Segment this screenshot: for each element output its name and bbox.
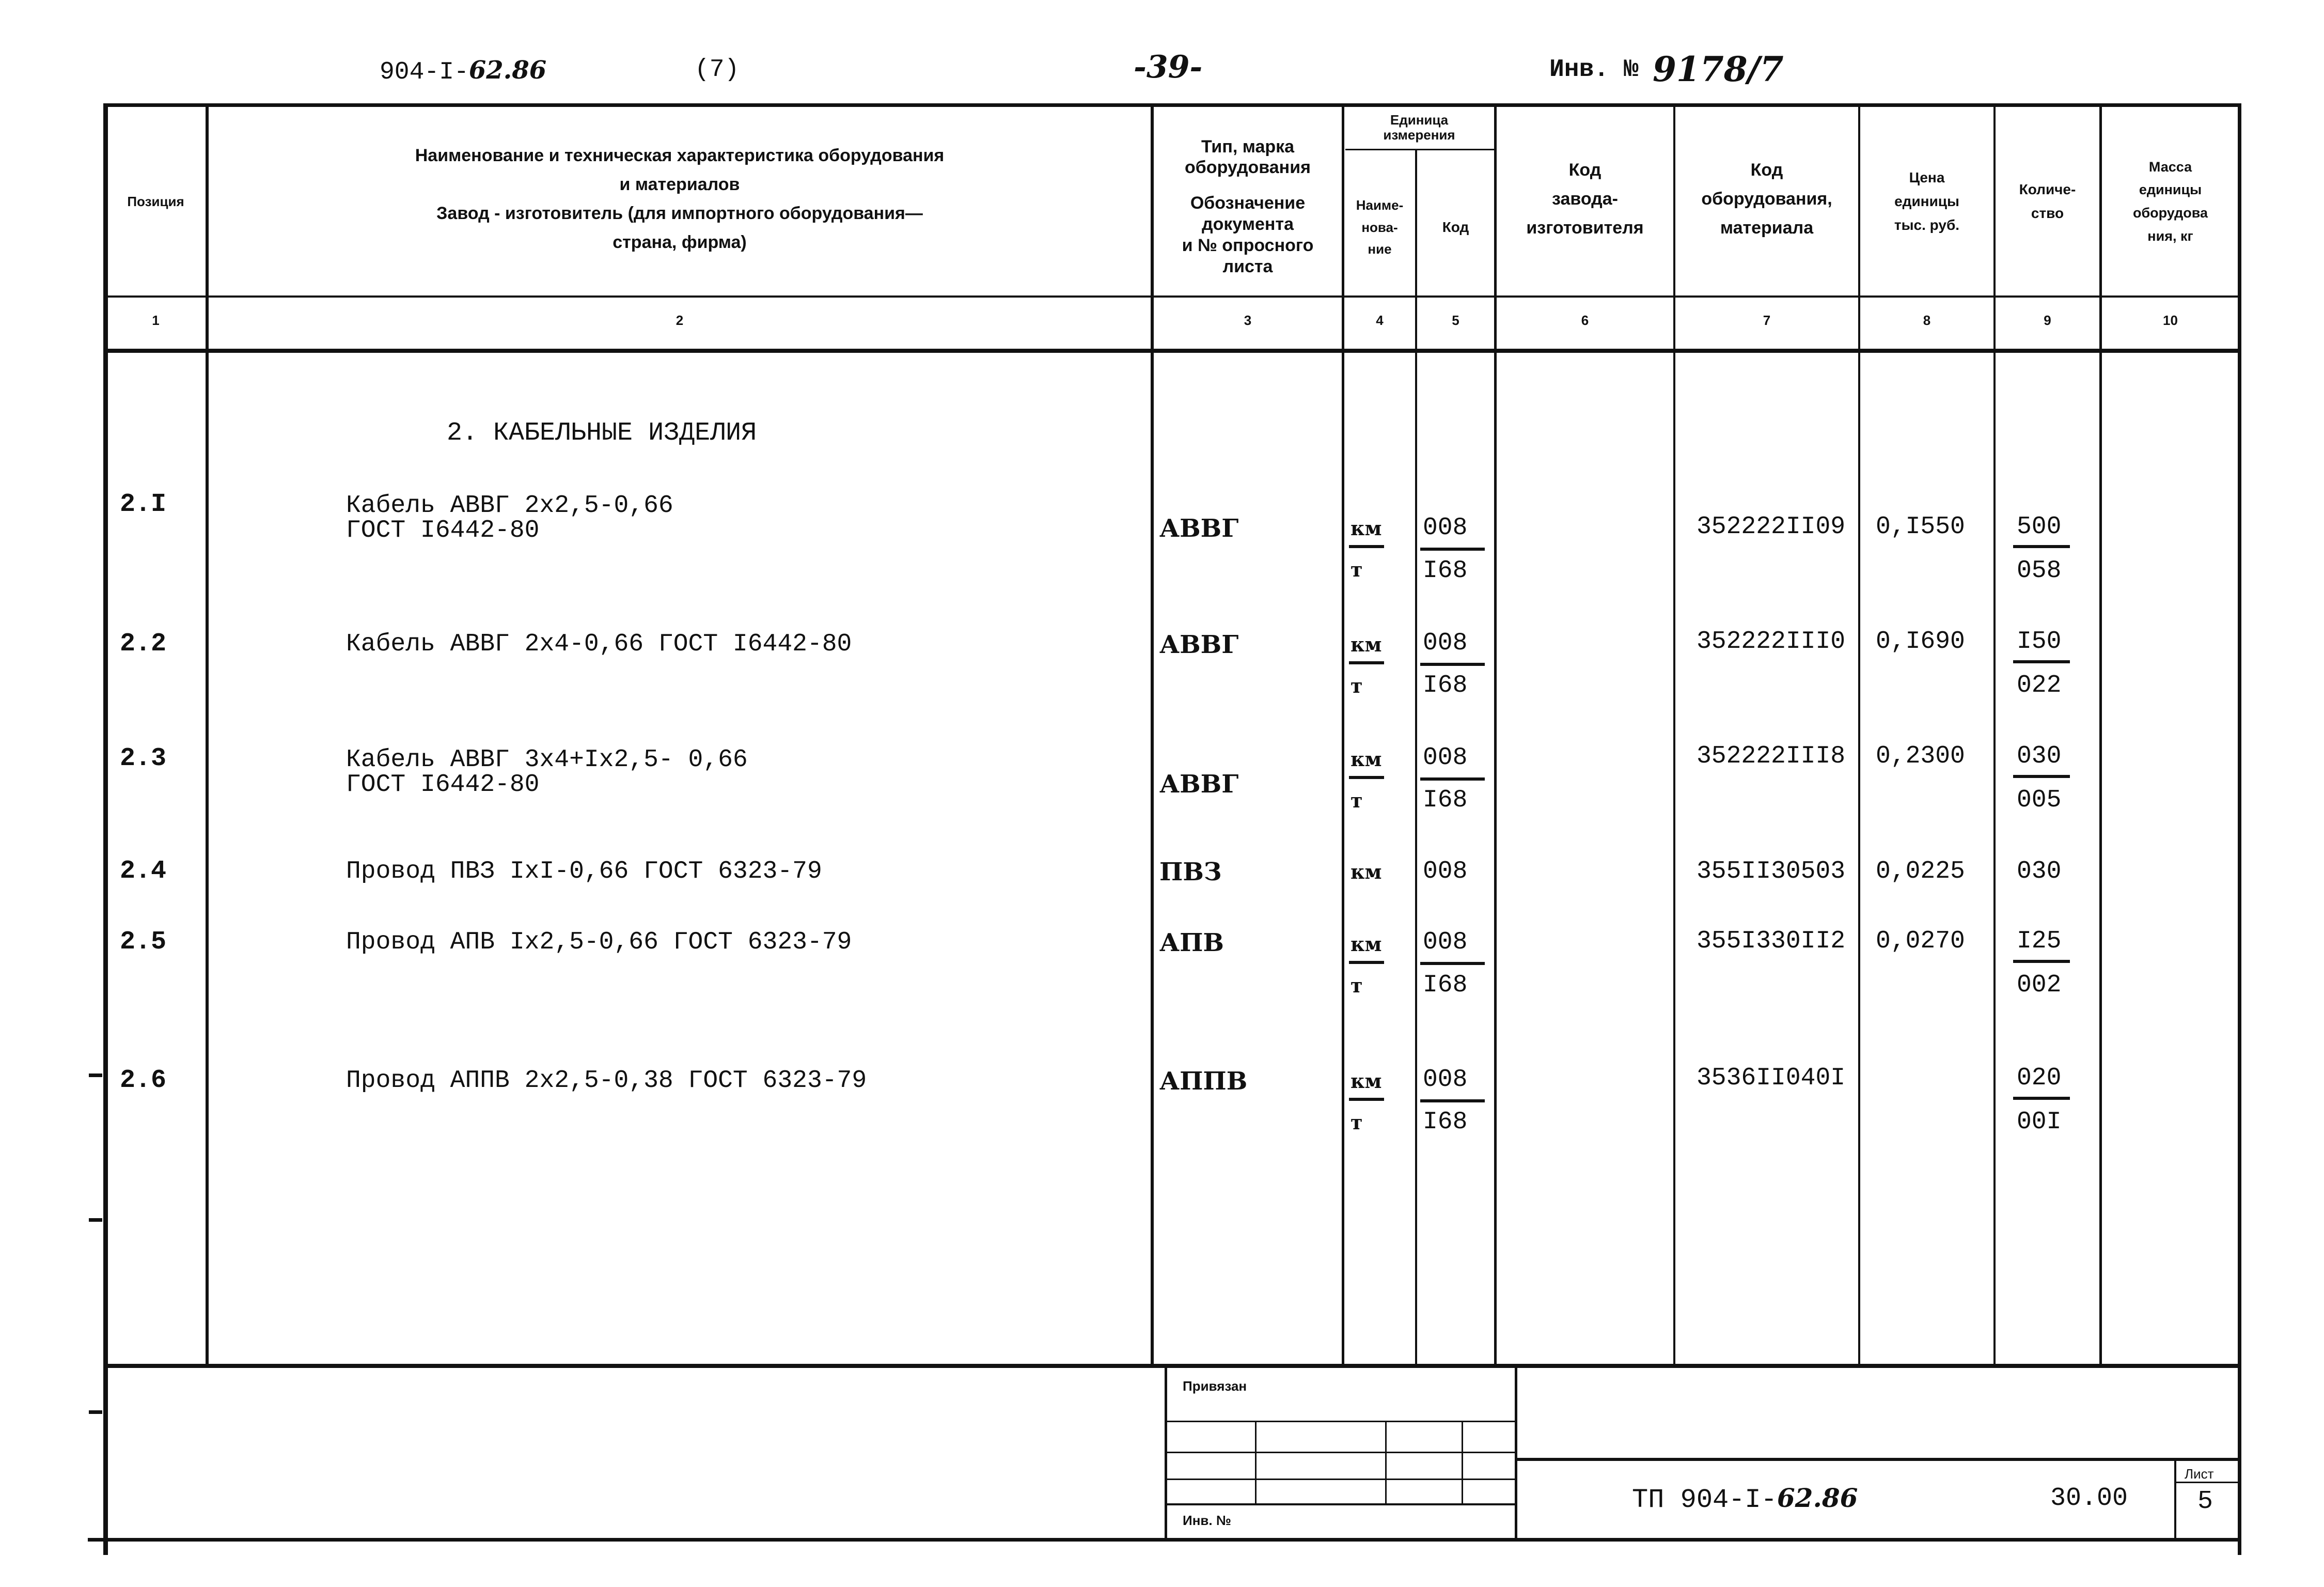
row-unit-code-2: I68: [1423, 786, 1468, 814]
row-description: Кабель АВВГ 2х2,5-0,66 ГОСТ I6442-80: [346, 492, 673, 544]
row-brand: АППВ: [1159, 1067, 1248, 1096]
qty-fraction-bar: [2013, 545, 2070, 548]
row-unit-code: 008: [1423, 928, 1468, 956]
row-position: 2.5: [120, 927, 167, 957]
row-price: 0,I690: [1876, 628, 1965, 656]
row-brand: ПВЗ: [1159, 858, 1222, 886]
col-divider-6: [1673, 103, 1675, 1366]
row-quantity: 030: [2017, 742, 2062, 770]
row-price: 0,I550: [1876, 513, 1965, 541]
col-divider-3: [1342, 103, 1344, 1366]
inv-label: Инв. №: [1183, 1513, 1231, 1528]
stamp-rule: [1166, 1503, 1515, 1505]
row-brand: АПВ: [1159, 928, 1224, 957]
row-brand: АВВГ: [1159, 770, 1239, 799]
header-unit-name: Наиме- нова- ние: [1356, 197, 1404, 257]
code-fraction-bar: [1420, 962, 1485, 965]
row-quantity-2: 058: [2017, 557, 2062, 585]
row-material-code: 352222II09: [1697, 513, 1846, 541]
qty-fraction-bar: [2013, 1097, 2070, 1100]
col-divider-8: [1993, 103, 1996, 1366]
row-unit-code: 008: [1423, 1066, 1468, 1094]
qty-fraction-bar: [2013, 660, 2070, 663]
header-quantity: Количе- ство: [2019, 181, 2076, 221]
header-material-code: Код оборудования, материала: [1701, 160, 1832, 238]
row-unit-code-2: I68: [1423, 971, 1468, 999]
bound-label: Привязан: [1183, 1378, 1247, 1394]
row-quantity-2: 002: [2017, 971, 2062, 999]
unit-fraction-bar: [1349, 776, 1384, 779]
row-position: 2.2: [120, 629, 167, 659]
unit-group-rule: [1345, 149, 1495, 150]
col-num-1: 1: [152, 313, 160, 328]
row-unit-code: 008: [1423, 514, 1468, 542]
row-unit-name: км: [1351, 517, 1382, 540]
unit-fraction-bar: [1349, 661, 1384, 664]
row-material-code: 352222III0: [1697, 628, 1846, 656]
header-top-rule: [103, 103, 2241, 107]
code-fraction-bar: [1420, 1099, 1485, 1102]
stamp-cell-divider: [1462, 1422, 1463, 1503]
inventory-number: 9178/7: [1653, 49, 1784, 89]
col-divider-1: [206, 103, 209, 1366]
document-code: ТП 904-I-62.86: [1632, 1483, 1858, 1515]
stamp-cell-divider: [1385, 1422, 1387, 1503]
col-divider-5: [1494, 103, 1497, 1366]
row-material-code: 355II30503: [1697, 858, 1846, 885]
row-unit-name-2: т: [1351, 674, 1363, 697]
col-num-7: 7: [1763, 313, 1771, 328]
body-bottom-rule: [103, 1364, 2241, 1368]
row-unit-code-2: I68: [1423, 1108, 1468, 1136]
row-position: 2.6: [120, 1066, 167, 1095]
code-fraction-bar: [1420, 548, 1485, 551]
section-title: 2. КАБЕЛЬНЫЕ ИЗДЕЛИЯ: [447, 418, 757, 448]
row-quantity: 500: [2017, 513, 2062, 541]
col-divider-7: [1858, 103, 1860, 1366]
col-num-6: 6: [1581, 313, 1589, 328]
row-price: 0,0225: [1876, 858, 1965, 885]
row-unit-name: км: [1351, 860, 1382, 883]
title-block-rule: [1517, 1458, 2241, 1461]
sheet-number: 5: [2197, 1487, 2213, 1516]
col-num-3: 3: [1244, 313, 1252, 328]
format-number: 30.00: [2050, 1484, 2128, 1513]
row-unit-name: км: [1351, 932, 1382, 956]
col-num-4: 4: [1376, 313, 1384, 328]
row-unit-code: 008: [1423, 858, 1468, 885]
header-unit-code: Код: [1442, 219, 1469, 235]
row-price: 0,2300: [1876, 742, 1965, 770]
row-unit-name-2: т: [1351, 1111, 1363, 1134]
margin-tick: [89, 1410, 102, 1414]
row-quantity: I25: [2017, 927, 2062, 955]
col-num-8: 8: [1923, 313, 1931, 328]
row-unit-name: км: [1351, 748, 1382, 771]
row-quantity: 030: [2017, 858, 2062, 885]
row-quantity-2: 005: [2017, 786, 2062, 814]
row-quantity: 020: [2017, 1064, 2062, 1092]
unit-fraction-bar: [1349, 545, 1384, 548]
row-unit-code-2: I68: [1423, 672, 1468, 699]
col-num-10: 10: [2163, 313, 2178, 328]
row-quantity-2: 00I: [2017, 1108, 2062, 1136]
qty-fraction-bar: [2013, 960, 2070, 963]
header-position: Позиция: [127, 193, 184, 209]
row-description: Провод АППВ 2х2,5-0,38 ГОСТ 6323-79: [346, 1067, 867, 1095]
qty-fraction-bar: [2013, 775, 2070, 778]
row-position: 2.4: [120, 857, 167, 886]
row-unit-code-2: I68: [1423, 557, 1468, 585]
row-unit-name-2: т: [1351, 558, 1363, 581]
header-price: Цена единицы тыс. руб.: [1894, 169, 1960, 234]
row-description: Кабель АВВГ 2х4-0,66 ГОСТ I6442-80: [346, 630, 852, 658]
code-fraction-bar: [1420, 663, 1485, 666]
col-divider-9: [2099, 103, 2102, 1366]
stamp-divider: [1515, 1366, 1517, 1539]
sheet-box-divider: [2174, 1459, 2176, 1539]
unit-fraction-bar: [1349, 1098, 1384, 1101]
row-material-code: 3536II040I: [1697, 1064, 1846, 1092]
row-position: 2.3: [120, 744, 167, 773]
header-unit-group: Единица измерения: [1383, 112, 1455, 143]
project-code: 904-I-62.86: [380, 56, 547, 86]
header-bottom-rule: [103, 295, 2241, 298]
header-type: Тип, марка оборудования Обозначение документа и № опросного листа: [1182, 136, 1314, 276]
row-description: Провод АПВ Iх2,5-0,66 ГОСТ 6323-79: [346, 928, 852, 956]
sheet-label: Лист: [2185, 1466, 2214, 1482]
row-position: 2.I: [120, 490, 167, 519]
header-factory-code: Код завода- изготовителя: [1526, 160, 1644, 238]
row-unit-name-2: т: [1351, 789, 1363, 812]
page-number: -39-: [1134, 49, 1203, 85]
row-unit-name: км: [1351, 633, 1382, 656]
inventory-label: Инв. №: [1549, 56, 1639, 84]
row-quantity-2: 022: [2017, 672, 2062, 699]
margin-tick: [89, 1073, 102, 1077]
code-fraction-bar: [1420, 777, 1485, 781]
row-material-code: 355I330II2: [1697, 927, 1846, 955]
row-unit-code: 008: [1423, 744, 1468, 772]
row-unit-name-2: т: [1351, 974, 1363, 997]
row-description: Провод ПВЗ IхI-0,66 ГОСТ 6323-79: [346, 858, 822, 885]
col-num-2: 2: [676, 313, 684, 328]
row-quantity: I50: [2017, 628, 2062, 656]
row-price: 0,0270: [1876, 927, 1965, 955]
header-mass: Масса единицы оборудова ния, кг: [2132, 159, 2208, 244]
col-num-5: 5: [1452, 313, 1459, 328]
row-material-code: 352222III8: [1697, 742, 1846, 770]
row-description: Кабель АВВГ 3х4+Iх2,5- 0,66 ГОСТ I6442-80: [346, 746, 748, 799]
stamp-cell-divider: [1255, 1422, 1257, 1503]
numbers-bottom-rule: [103, 349, 2241, 353]
col-divider-4: [1415, 150, 1417, 1366]
row-unit-code: 008: [1423, 629, 1468, 657]
col-divider-2: [1151, 103, 1154, 1366]
header-name: Наименование и техническая характеристика оборудования и материалов Завод - изготовитель (для импортного оборудования— страна, фирма): [415, 145, 945, 253]
unit-fraction-bar: [1349, 961, 1384, 964]
row-brand: АВВГ: [1159, 514, 1239, 543]
col-num-9: 9: [2044, 313, 2051, 328]
margin-tick: [89, 1218, 102, 1222]
row-brand: АВВГ: [1159, 630, 1239, 659]
album-number: (7): [695, 56, 740, 84]
row-unit-name: км: [1351, 1069, 1382, 1093]
